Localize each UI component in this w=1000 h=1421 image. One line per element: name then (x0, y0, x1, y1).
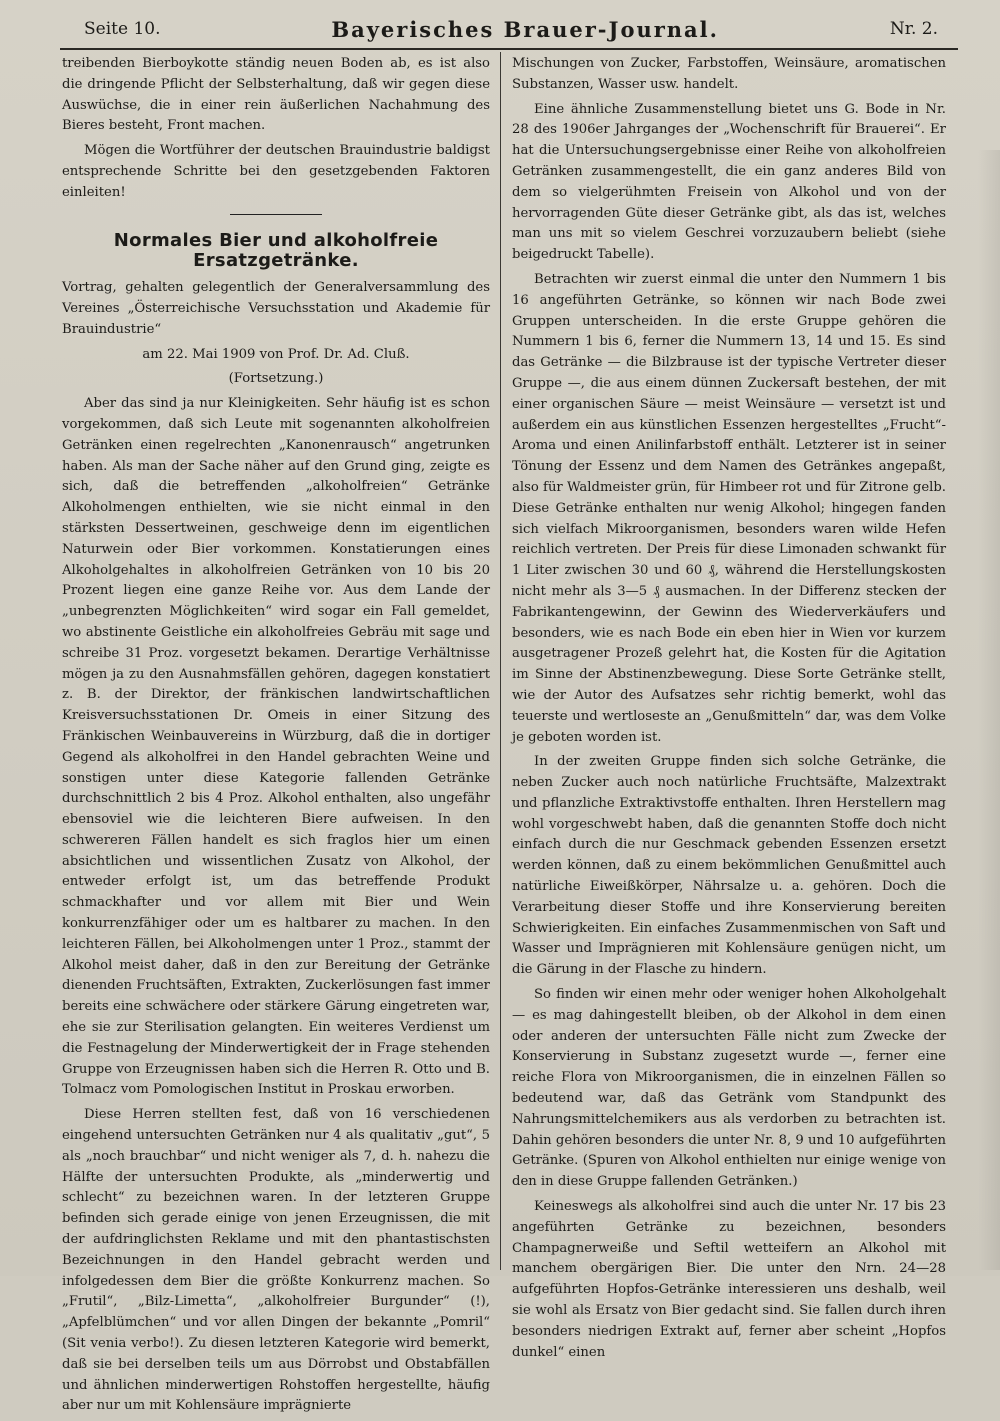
intro-paragraph-2: Mögen die Wortführer der deutschen Brauindustrie baldigst entsprechende Schritte bei den gesetzgebenden Faktoren einleiten! (62, 143, 490, 200)
journal-title: Bayerisches Brauer-Journal. (331, 16, 719, 42)
left-paragraph-2: Diese Herren stellten fest, daß von 16 verschiedenen eingehend untersuchten Getränken nur 4 als qualitativ „gut“, 5 als „noch brauchbar“ und nicht weniger als 7, d. h. nahezu die Hälfte der untersuchten Produkte, als „minderwertig und schlecht“ zu bezeichnen waren. In der letzteren Gruppe befinden sich gerade einige von jenen Erzeugnissen, die mit der aufdringlichsten Reklame und mit den phantastischsten Bezeichnungen in den Handel gebracht werden und infolgedessen dem Bier die größte Konkurrenz machen. So „Frutil“, „Bilz-Limetta“, „alkoholfreier Burgunder“ (!), „Apfelblümchen“ und vor allen Dingen der bekannte „Pomril“ (Sit venia verbo!). Zu diesen letzteren Kategorie wird bemerkt, daß sie bei derselben teils um aus Dörrobst und Obstabfällen und ähnlichen minderwertigen Rohstoffen hergestellte, häufig aber nur um mit Kohlensäure imprägnierte (62, 1107, 490, 1414)
page-edge-shadow (978, 150, 1000, 1270)
page-header (0, 12, 1000, 46)
right-paragraph-6: Keineswegs als alkoholfrei sind auch die unter Nr. 17 bis 23 angeführten Getränke zu bezeichnen, besonders Champagnerweiße und Seftil wetteifern an Alkohol mit manchem obergärigen Bier. Die unter den Nrn. 24—28 aufgeführten Hopfos-Getränke interessieren uns deshalb, weil sie wohl als Ersatz von Bier gedacht sind. Sie fallen durch ihren besonders niedrigen Extrakt auf, ferner aber scheint „Hopfos dunkel“ einen (512, 1199, 946, 1360)
right-paragraph-5: So finden wir einen mehr oder weniger hohen Alkoholgehalt — es mag dahingestellt bleiben, ob der Alkohol in dem einen oder anderen der untersuchten Fälle nicht zum Zwecke der Konservierung in Substanz zugesetzt wurde —, ferner eine reiche Flora von Mikroorganismen, die in einzelnen Fällen so bedeutend war, daß das Getränk vom Standpunkt des Nahrungsmittelchemikers aus als verdorben zu betrachten ist. Dahin gehören besonders die unter Nr. 8, 9 und 10 aufgeführten Getränke. (Spuren von Alkohol enthielten nur einige wenige von den in diese Gruppe fallenden Getränken.) (512, 987, 946, 1190)
article-byline: Vortrag, gehalten gelegentlich der Generalversammlung des Vereines „Österreichische Versuchsstation und Akademie für Brauindustrie“ (62, 280, 490, 337)
page-number: Seite 10. (84, 19, 161, 39)
right-column (512, 54, 946, 1367)
article-date-author: am 22. Mai 1909 von Prof. Dr. Ad. Cluß. (142, 346, 410, 362)
article-title: Normales Bier und alkoholfreie Ersatzgetränke. (113, 229, 439, 272)
column-divider (500, 52, 501, 1270)
right-paragraph-2: Eine ähnliche Zusammenstellung bietet uns G. Bode in Nr. 28 des 1906er Jahrganges der „Wochenschrift für Brauerei“. Er hat die Untersuchungsergebnisse einer Reihe von alkoholfreien Getränken zusammengestellt, die ein ganz anderes Bild von dem so vielgerühmten Freisein von Alkohol und von der hervorragenden Güte dieser Getränke gibt, als das ist, welches man uns mit so vielem Geschrei vorzuzaubern beliebt (siehe beigedruckt Tabelle). (512, 101, 946, 263)
left-column (62, 54, 490, 1421)
right-paragraph-3: Betrachten wir zuerst einmal die unter den Nummern 1 bis 16 angeführten Getränke, so können wir nach Bode zwei Gruppen unterscheiden. In die erste Gruppe gehören die Nummern 1 bis 6, ferner die Nummern 13, 14 und 15. Es sind das Getränke — die Bilzbrause ist der typische Vertreter dieser Gruppe —, die aus einem dünnen Zuckersaft bestehen, der mit einer organischen Säure — meist Weinsäure — versetzt ist und außerdem ein aus künstlichen Essenzen hergestelltes „Frucht“-Aroma und einen Anilinfarbstoff enthält. Letzterer ist in seiner Tönung der Essenz und dem Namen des Getränkes angepaßt, also für Waldmeister grün, für Himbeer rot und für Zitrone gelb. Diese Getränke enthalten nur wenig Alkohol; hingegen fanden sich vielfach Mikroorganismen, besonders waren wilde Hefen reichlich vertreten. Der Preis für diese Limonaden schwankt für 1 Liter zwischen 30 und 60 ₰, während die Herstellungskosten nicht mehr als 3—5 ₰ ausmachen. In der Differenz stecken der Fabrikantengewinn, der Gewinn des Wiederverkäufers und besonders, wie es nach Bode ein eben hier in Wien vor kurzem ausgetragener Prozeß gelehrt hat, die Kosten für die Agitation im Sinne der Abstinenzbewegung. Diese Sorte Getränke stellt, wie der Autor des Aufsatzes sehr richtig bemerkt, wohl das teuerste und wertloseste an „Genußmitteln“ dar, was dem Volke je geboten worden ist. (512, 271, 946, 745)
intro-paragraph-1: treibenden Bierboykotte ständig neuen Boden ab, es ist also die dringende Pflicht der Selbsterhaltung, daß wir gegen diese Auswüchse, die in einer rein äußerlichen Nachahmung des Bieres besteht, Front machen. (62, 56, 490, 134)
right-paragraph-4: In der zweiten Gruppe finden sich solche Getränke, die neben Zucker auch noch natürliche Fruchtsäfte, Malzextrakt und pflanzliche Extraktivstoffe enthalten. Ihren Herstellern mag wohl vorgeschwebt haben, daß die genannten Stoffe doch nicht einfach durch die nur Geschmack gebenden Essenzen ersetzt werden können, daß zu einem bekömmlichen Genußmittel auch natürliche Eiweißkörper, Nährsalze u. a. gehören. Doch die Verarbeitung dieser Stoffe und ihre Konservierung bereiten Schwierigkeiten. Ein einfaches Zusammenmischen von Saft und Wasser und Imprägnieren mit Kohlensäure genügen nicht, um die Gärung in der Flasche zu hindern. (512, 754, 946, 978)
header-rule (60, 48, 958, 50)
right-paragraph-1: Mischungen von Zucker, Farbstoffen, Weinsäure, aromatischen Substanzen, Wasser usw. handelt. (512, 56, 946, 92)
left-paragraph-1: Aber das sind ja nur Kleinigkeiten. Sehr häufig ist es schon vorgekommen, daß sich Leute mit sogenannten alkoholfreien Getränken einen regelrechten „Kanonenrausch“ angetrunken haben. Als man der Sache näher auf den Grund ging, zeigte es sich, daß die betreffenden „alkoholfreien“ Getränke Alkoholmengen enthielten, wie sie nicht einmal in den stärksten Dessertweinen, geschweige denn im eigentlichen Naturwein oder Bier vorkommen. Konstatierungen eines Alkoholgehaltes in alkoholfreien Getränken von 10 bis 20 Prozent liegen eine ganze Reihe vor. Aus dem Lande der „unbegrenzten Möglichkeiten“ wird sogar ein Fall gemeldet, wo abstinente Geistliche ein alkoholfreies Gebräu mit sage und schreibe 31 Proz. vorgesetzt bekamen. Derartige Verhältnisse mögen ja zu den Ausnahmsfällen gehören, dagegen konstatiert z. B. der Direktor, der fränkischen landwirtschaftlichen Kreisversuchsstationen Dr. Omeis in einer Sitzung des Fränkischen Weinbauvereins in Würzburg, daß die in dortiger Gegend als alkoholfrei in den Handel gebrachten Weine und sonstigen unter diese Kategorie fallenden Getränke durchschnittlich 2 bis 4 Proz. Alkohol enthalten, also ungefähr ebensoviel wie die leichteren Biere aufweisen. In den schwereren Fällen handelt es sich fraglos hier um einen absichtlichen und wissentlichen Zusatz von Alkohol, der entweder erfolgt ist, um das betreffende Produkt schmackhafter und vor allem mit Bier und Wein konkurrenzfähiger oder um es haltbarer zu machen. In den leichteren Fällen, bei Alkoholmengen unter 1 Proz., stammt der Alkohol meist daher, daß in den zur Bereitung der Getränke dienenden Fruchtsäften, Extrakten, Zuckerlösungen fast immer bereits eine schwächere oder stärkere Gärung eingetreten war, ehe sie zur Sterilisation gelangten. Ein weiteres Verdienst um die Festnagelung der Minderwertigkeit der in Frage stehenden Gruppe von Erzeugnissen haben sich die Herren R. Otto und B. Tolmacz vom Pomologischen Institut in Proskau erworben. (62, 396, 490, 1098)
issue-number: Nr. 2. (889, 19, 938, 39)
continuation-note: (Fortsetzung.) (228, 371, 324, 387)
section-separator (230, 214, 322, 215)
